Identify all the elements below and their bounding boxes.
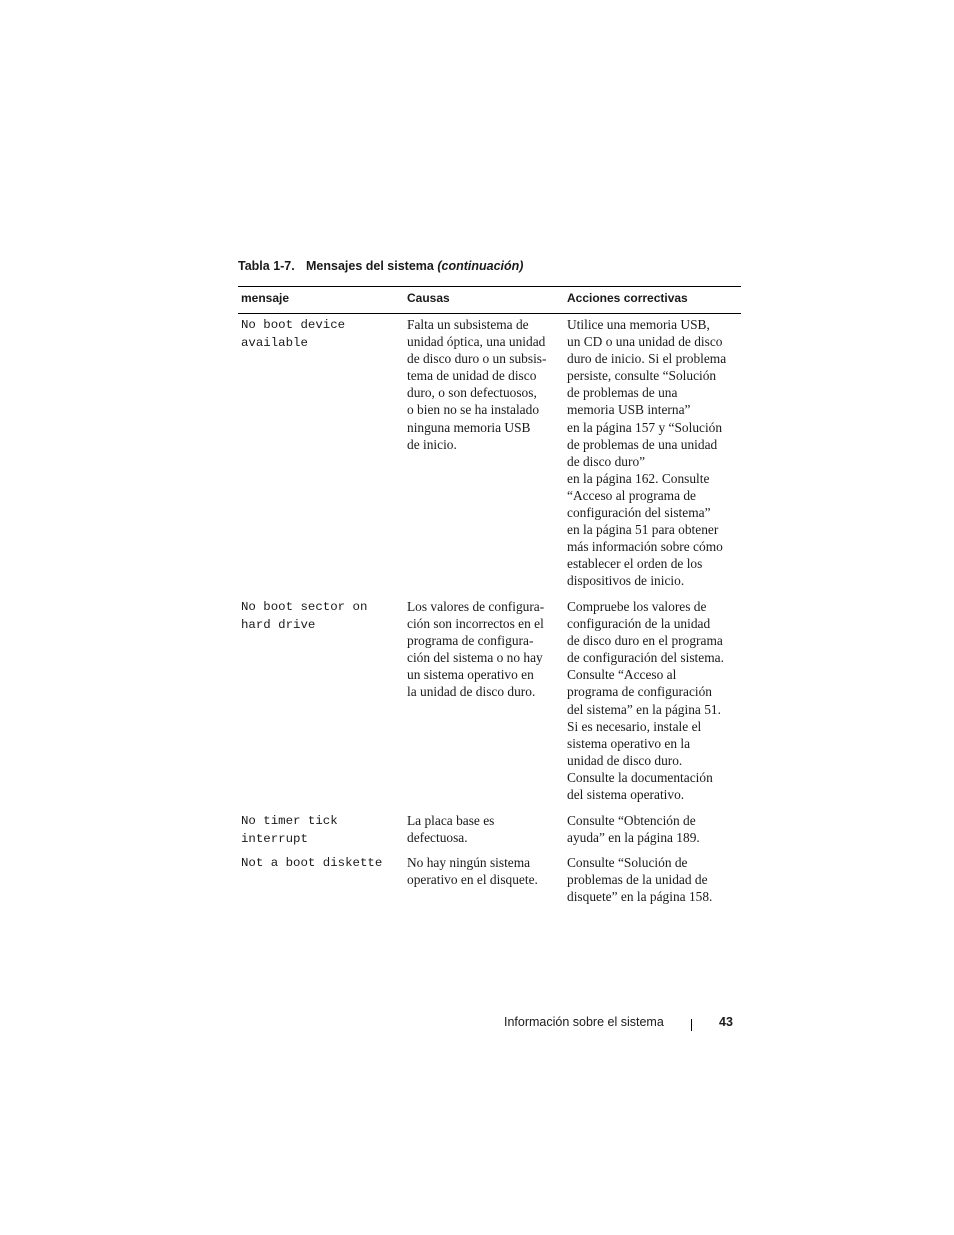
table-caption-title: Mensajes del sistema xyxy=(306,259,434,273)
table-header-row xyxy=(238,286,741,314)
message-cell: Not a boot diskette xyxy=(241,856,383,870)
cause-cell: La placa base es defectuosa. xyxy=(407,813,495,846)
table-row xyxy=(238,854,741,914)
table-caption xyxy=(238,259,523,273)
table-caption-continuation: (continuación) xyxy=(437,259,524,273)
header-actions: Acciones correctivas xyxy=(567,291,688,305)
message-cell: No timer tick interrupt xyxy=(241,814,338,846)
cause-cell: Falta un subsistema de unidad óptica, una unidad de disco duro o un subsis- tema de unidad de disco duro, o son defectuosos, o bien no se ha instalado ninguna memoria USB de inicio. xyxy=(407,317,547,452)
cause-cell: No hay ningún sistema operativo en el disquete. xyxy=(407,855,538,888)
system-messages-table xyxy=(238,286,741,914)
footer-section-title: Información sobre el sistema xyxy=(504,1015,664,1029)
table-row xyxy=(238,812,741,854)
message-cell: No boot sector on hard drive xyxy=(241,600,368,632)
message-cell: No boot device available xyxy=(241,318,346,350)
header-message: mensaje xyxy=(241,291,290,305)
table-row xyxy=(238,598,741,812)
action-cell: Consulte “Obtención de ayuda” en la página 189. xyxy=(567,813,700,846)
table-caption-label: Tabla 1-7. xyxy=(238,259,295,273)
page-number: 43 xyxy=(719,1015,733,1029)
action-cell: Compruebe los valores de configuración de la unidad de disco duro en el programa de configuración del sistema. Consulte “Acceso al programa de configuración del sistema” en la página 51. Si es necesario, instale el sistema operativo en la unidad de disco duro. Consulte la documentación del sistema operativo. xyxy=(567,599,724,803)
cause-cell: Los valores de configura- ción son incorrectos en el programa de configura- ción del sistema o no hay un sistema operativo en la unidad de disco duro. xyxy=(407,599,545,700)
page-footer xyxy=(504,1015,733,1029)
action-cell: Utilice una memoria USB, un CD o una unidad de disco duro de inicio. Si el problema persiste, consulte “Solución de problemas de una memoria USB interna” en la página 157 y “Solución de problemas de una unidad de disco duro” en la página 162. Consulte “Acceso al programa de configuración del sistema” en la página 51 para obtener más información sobre cómo establecer el orden de los dispositivos de inicio. xyxy=(567,317,727,589)
header-causes: Causas xyxy=(407,291,450,305)
footer-separator xyxy=(691,1019,692,1031)
action-cell: Consulte “Solución de problemas de la unidad de disquete” en la página 158. xyxy=(567,855,713,905)
table-row xyxy=(238,316,741,598)
